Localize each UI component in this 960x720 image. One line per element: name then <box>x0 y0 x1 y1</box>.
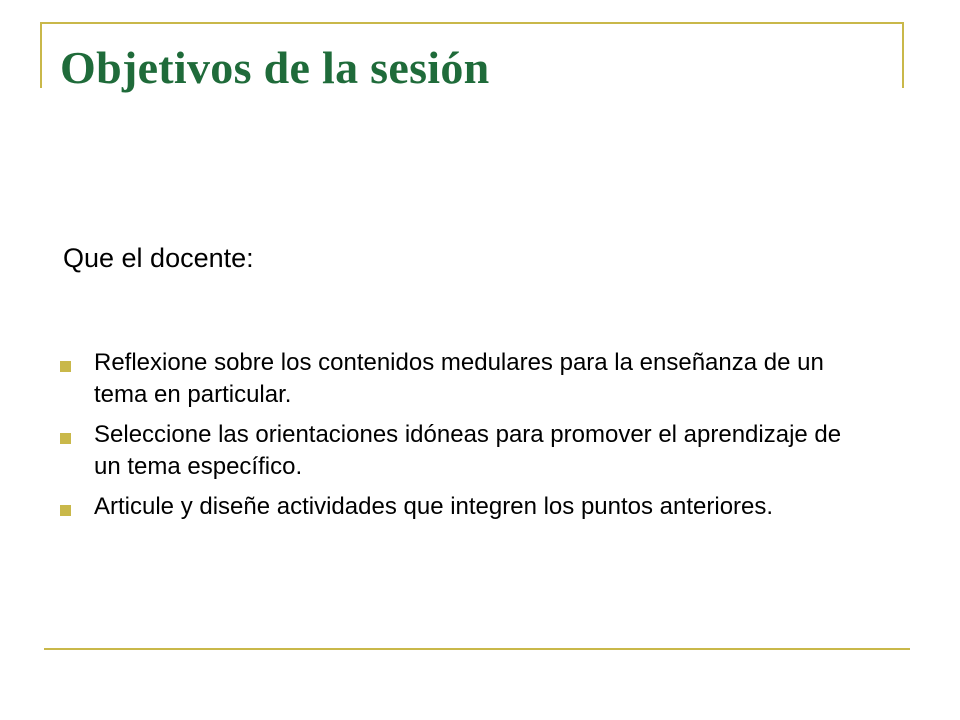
square-bullet-icon <box>60 505 71 516</box>
slide-title: Objetivos de la sesión <box>60 42 490 93</box>
list-item <box>60 491 860 523</box>
square-bullet-icon <box>60 361 71 372</box>
objectives-list <box>60 347 860 531</box>
list-item <box>60 419 860 483</box>
intro-text: Que el docente: <box>63 243 254 273</box>
list-item-text: Articule y diseñe actividades que integren los puntos anteriores. <box>94 493 774 520</box>
list-item-text: Seleccione las orientaciones idóneas para promover el aprendizaje de un tema específico. <box>94 421 842 480</box>
square-bullet-icon <box>60 433 71 444</box>
list-item-text: Reflexione sobre los contenidos medulares para la enseñanza de un tema en particular. <box>94 349 824 408</box>
bottom-divider <box>44 648 910 650</box>
left-divider <box>40 22 42 88</box>
top-divider <box>40 22 904 24</box>
list-item <box>60 347 860 411</box>
right-divider <box>902 22 904 88</box>
